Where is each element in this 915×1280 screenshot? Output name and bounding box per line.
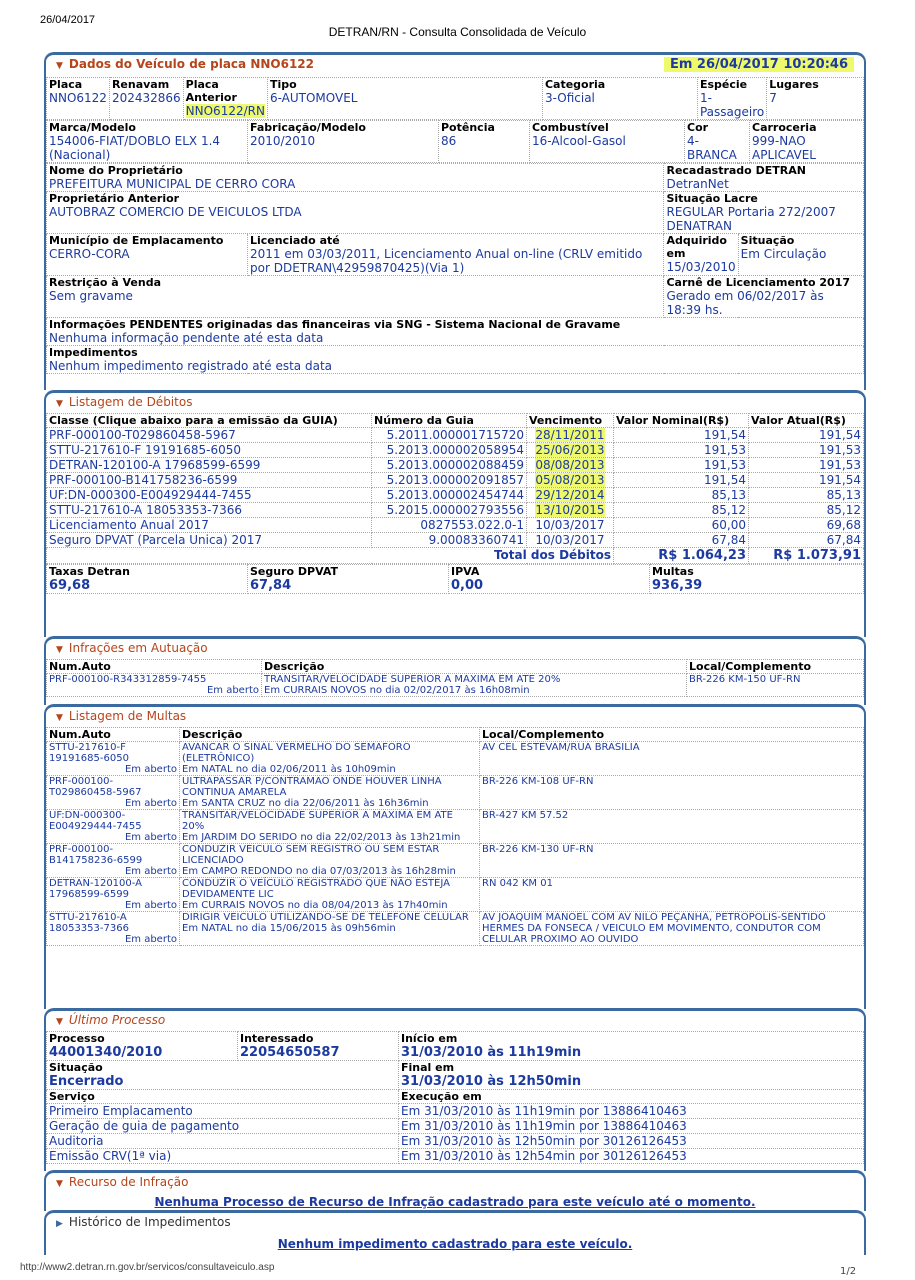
licenciado-value: 2011 em 03/03/2011, Licenciamento Anual on-line (CRLV emitido por DDETRAN\42959870425)(Via 1) bbox=[250, 247, 643, 275]
debito-classe-link[interactable]: DETRAN-120100-A 17968599-6599 bbox=[47, 458, 372, 473]
multa-when: Em CURRAIS NOVOS no dia 08/04/2013 às 17h40min bbox=[182, 900, 448, 911]
autuacao-panel bbox=[44, 636, 866, 705]
final-value: 31/03/2010 às 12h50min bbox=[401, 1074, 582, 1089]
pendentes-label: Informações PENDENTES originadas das financeiras via SNG - Sistema Nacional de Gravame bbox=[49, 318, 621, 331]
auto-number: PRF-000100-R343312859-7455 bbox=[49, 674, 207, 685]
debito-nominal: 85,13 bbox=[614, 488, 749, 503]
proprietario-label: Nome do Proprietário bbox=[49, 164, 183, 177]
collapse-triangle-icon: ▼ bbox=[56, 399, 63, 409]
situacao-value: Encerrado bbox=[49, 1074, 124, 1089]
servico-label: Serviço bbox=[47, 1090, 399, 1104]
municipio-value: CERRO-CORA bbox=[49, 247, 130, 261]
multa-description: ULTRAPASSAR P/CONTRAMAO ONDE HOUVER LINHA CONTINUA AMARELA bbox=[182, 776, 442, 798]
processo-label: Processo bbox=[49, 1032, 105, 1045]
debito-row[interactable] bbox=[47, 443, 864, 458]
debito-vencimento: 05/08/2013 bbox=[535, 473, 605, 487]
multa-when: Em NATAL no dia 02/06/2011 às 10h09min bbox=[182, 764, 396, 775]
multa-status: Em aberto bbox=[124, 900, 177, 911]
processo-panel bbox=[44, 1008, 866, 1171]
debito-atual: 85,13 bbox=[749, 488, 864, 503]
expand-triangle-icon: ▶ bbox=[56, 1219, 63, 1229]
impedimentos-label: Impedimentos bbox=[49, 346, 138, 359]
debito-guia: 5.2013.000002088459 bbox=[372, 458, 527, 473]
vehicle-section-header[interactable] bbox=[46, 55, 864, 75]
multa-row bbox=[47, 776, 864, 810]
placa-value: NNO6122 bbox=[49, 91, 107, 105]
situacao-value: Em Circulação bbox=[740, 247, 827, 261]
historico-section-title: Histórico de Impedimentos bbox=[68, 1215, 231, 1229]
servico-row bbox=[47, 1149, 864, 1164]
debito-vencimento: 29/12/2014 bbox=[535, 488, 605, 502]
multa-status: Em aberto bbox=[124, 866, 177, 877]
col-descricao: Descrição bbox=[262, 660, 687, 674]
debito-atual: 67,84 bbox=[749, 533, 864, 548]
print-page-number: 1/2 bbox=[840, 1266, 857, 1277]
municipio-label: Município de Emplacamento bbox=[49, 234, 224, 247]
debito-atual: 191,54 bbox=[749, 428, 864, 443]
debito-nominal: 67,84 bbox=[614, 533, 749, 548]
placa-anterior-value: NNO6122/RN bbox=[185, 104, 265, 118]
multa-row bbox=[47, 844, 864, 878]
multa-row bbox=[47, 742, 864, 776]
categoria-value: 3-Oficial bbox=[544, 91, 595, 105]
debito-classe-link[interactable]: Seguro DPVAT (Parcela Unica) 2017 bbox=[47, 533, 372, 548]
adquirido-label: Adquirido em bbox=[666, 234, 727, 260]
historico-message: Nenhum impedimento cadastrado para este veículo. bbox=[277, 1237, 633, 1251]
multa-auto: DETRAN-120100-A 17968599-6599 bbox=[49, 878, 143, 900]
debito-guia: 5.2013.000002454744 bbox=[372, 488, 527, 503]
placa-label: Placa bbox=[49, 78, 83, 91]
combustivel-value: 16-Alcool-Gasol bbox=[532, 134, 626, 148]
debito-atual: 191,54 bbox=[749, 473, 864, 488]
servico-execucao: Em 31/03/2010 às 11h19min por 13886410463 bbox=[399, 1104, 864, 1119]
carroceria-label: Carroceria bbox=[752, 121, 817, 134]
proprietario-value: PREFEITURA MUNICIPAL DE CERRO CORA bbox=[49, 177, 296, 191]
combustivel-label: Combustível bbox=[532, 121, 609, 134]
dpvat-value: 67,84 bbox=[250, 578, 292, 593]
fabricacao-label: Fabricação/Modelo bbox=[250, 121, 366, 134]
debito-vencimento: 25/06/2013 bbox=[535, 443, 605, 457]
carne-value: Gerado em 06/02/2017 às 18:39 hs. bbox=[666, 289, 824, 317]
recurso-message: Nenhuma Processo de Recurso de Infração cadastrado para este veículo até o momento. bbox=[154, 1195, 756, 1209]
total-atual: R$ 1.073,91 bbox=[749, 548, 864, 564]
servico-name: Primeiro Emplacamento bbox=[47, 1104, 399, 1119]
renavam-value: 202432866 bbox=[111, 91, 181, 105]
query-timestamp: Em 26/04/2017 10:20:46 bbox=[664, 57, 854, 72]
interessado-label: Interessado bbox=[240, 1032, 314, 1045]
multa-auto: STTU-217610-A 18053353-7366 bbox=[49, 912, 129, 934]
impedimentos-value: Nenhum impedimento registrado até esta data bbox=[49, 359, 333, 373]
debito-atual: 191,53 bbox=[749, 443, 864, 458]
vehicle-panel bbox=[44, 52, 866, 390]
placa-anterior-label: Placa Anterior bbox=[185, 78, 237, 104]
recurso-panel bbox=[44, 1170, 866, 1211]
proprietario-anterior-value: AUTOBRAZ COMERCIO DE VEICULOS LTDA bbox=[49, 205, 302, 219]
restricao-label: Restrição à Venda bbox=[49, 276, 162, 289]
debito-nominal: 191,54 bbox=[614, 473, 749, 488]
interessado-value: 22054650587 bbox=[240, 1045, 340, 1060]
autuacao-section-header[interactable] bbox=[46, 639, 864, 659]
servico-execucao: Em 31/03/2010 às 12h54min por 30126126453 bbox=[399, 1149, 864, 1164]
lugares-label: Lugares bbox=[769, 78, 819, 91]
autuacao-section-title: Infrações em Autuação bbox=[68, 641, 208, 655]
debito-atual: 191,53 bbox=[749, 458, 864, 473]
debito-vencimento: 08/08/2013 bbox=[535, 458, 605, 472]
debito-row[interactable] bbox=[47, 428, 864, 443]
multa-auto: PRF-000100-T029860458-5967 bbox=[49, 776, 142, 798]
licenciado-label: Licenciado até bbox=[250, 234, 340, 247]
debito-row[interactable] bbox=[47, 503, 864, 518]
col-vencimento: Vencimento bbox=[527, 414, 614, 428]
debito-classe-link[interactable]: PRF-000100-B141758236-6599 bbox=[47, 473, 372, 488]
debito-atual: 85,12 bbox=[749, 503, 864, 518]
debito-guia: 5.2013.000002091857 bbox=[372, 473, 527, 488]
print-title: DETRAN/RN - Consulta Consolidada de Veículo bbox=[328, 25, 587, 39]
marca-modelo-value: 154006-FIAT/DOBLO ELX 1.4 (Nacional) bbox=[49, 134, 221, 162]
multas-section-title: Listagem de Multas bbox=[68, 709, 187, 723]
multa-local: AV JOAQUIM MANOEL COM AV NILO PEÇANHA, PETROPOLIS-SENTIDO HERMES DA FONSECA / VEICULO EM MOVIMENTO, CONDUTOR COM CELULAR PROXIMO AO OUVIDO bbox=[480, 912, 864, 946]
lugares-value: 7 bbox=[769, 91, 777, 105]
debito-classe-link[interactable]: PRF-000100-T029860458-5967 bbox=[47, 428, 372, 443]
multa-status: Em aberto bbox=[124, 832, 177, 843]
tipo-label: Tipo bbox=[269, 78, 297, 91]
multa-row bbox=[47, 878, 864, 912]
multa-status: Em aberto bbox=[124, 934, 177, 945]
collapse-triangle-icon: ▼ bbox=[56, 1179, 63, 1189]
carne-label: Carnê de Licenciamento 2017 bbox=[666, 276, 851, 289]
multa-local: BR-226 KM-108 UF-RN bbox=[480, 776, 864, 810]
servico-row bbox=[47, 1119, 864, 1134]
ipva-label: IPVA bbox=[451, 565, 480, 578]
debito-row[interactable] bbox=[47, 488, 864, 503]
servico-row bbox=[47, 1104, 864, 1119]
debito-row[interactable] bbox=[47, 533, 864, 548]
potencia-label: Potência bbox=[441, 121, 495, 134]
debito-row[interactable] bbox=[47, 518, 864, 533]
debito-guia: 5.2015.000002793556 bbox=[372, 503, 527, 518]
cor-value: 4-BRANCA bbox=[687, 134, 737, 162]
adquirido-value: 15/03/2010 bbox=[666, 260, 736, 274]
potencia-value: 86 bbox=[441, 134, 457, 148]
multa-local: BR-226 KM-130 UF-RN bbox=[480, 844, 864, 878]
debitos-section-title: Listagem de Débitos bbox=[68, 395, 193, 409]
auto-status: Em aberto bbox=[206, 685, 259, 696]
multa-auto: PRF-000100-B141758236-6599 bbox=[49, 844, 143, 866]
multa-description: CONDUZIR O VEÍCULO REGISTRADO QUE NÃO ESTEJA DEVIDAMENTE LIC bbox=[182, 878, 450, 900]
debito-nominal: 191,54 bbox=[614, 428, 749, 443]
multa-local: RN 042 KM 01 bbox=[480, 878, 864, 912]
servico-row bbox=[47, 1134, 864, 1149]
multas-label: Multas bbox=[652, 565, 694, 578]
col-local: Local/Complemento bbox=[480, 728, 864, 742]
debito-vencimento: 28/11/2011 bbox=[535, 428, 605, 442]
recadastrado-value: DetranNet bbox=[666, 177, 729, 191]
multa-status: Em aberto bbox=[124, 798, 177, 809]
collapse-triangle-icon: ▼ bbox=[56, 1017, 63, 1027]
fabricacao-value: 2010/2010 bbox=[250, 134, 316, 148]
debito-classe-link[interactable]: UF:DN-000300-E004929444-7455 bbox=[47, 488, 372, 503]
debito-nominal: 85,12 bbox=[614, 503, 749, 518]
situacao-lacre-label: Situação Lacre bbox=[666, 192, 758, 205]
proprietario-anterior-label: Proprietário Anterior bbox=[49, 192, 180, 205]
col-valor-atual: Valor Atual(R$) bbox=[749, 414, 864, 428]
col-num-auto: Num.Auto bbox=[47, 660, 262, 674]
renavam-label: Renavam bbox=[111, 78, 170, 91]
processo-value: 44001340/2010 bbox=[49, 1045, 163, 1060]
col-guia: Número da Guia bbox=[372, 414, 527, 428]
multa-local: AV CEL ESTEVAM/RUA BRASILIA bbox=[480, 742, 864, 776]
multa-when: Em CAMPO REDONDO no dia 07/03/2013 às 16h28min bbox=[182, 866, 456, 877]
total-label: Total dos Débitos bbox=[47, 548, 614, 564]
debitos-panel bbox=[44, 390, 866, 637]
auto-local: BR-226 KM-150 UF-RN bbox=[687, 674, 864, 697]
situacao-lacre-value: REGULAR Portaria 272/2007 DENATRAN bbox=[666, 205, 836, 233]
multa-local: BR-427 KM 57.52 bbox=[480, 810, 864, 844]
debitos-section-header[interactable] bbox=[46, 393, 864, 413]
pendentes-value: Nenhuma informação pendente até esta data bbox=[49, 331, 324, 345]
autuacao-row bbox=[47, 674, 864, 697]
servico-execucao: Em 31/03/2010 às 12h50min por 30126126453 bbox=[399, 1134, 864, 1149]
especie-label: Espécie bbox=[699, 78, 748, 91]
collapse-triangle-icon: ▼ bbox=[56, 713, 63, 723]
debito-nominal: 191,53 bbox=[614, 443, 749, 458]
debito-row[interactable] bbox=[47, 458, 864, 473]
historico-section-header[interactable] bbox=[46, 1213, 864, 1233]
servico-name: Emissão CRV(1ª via) bbox=[47, 1149, 399, 1164]
multa-description: CONDUZIR VEICULO SEM REGISTRO OU SEM ESTAR LICENCIADO bbox=[182, 844, 440, 866]
multa-when: Em NATAL no dia 15/06/2015 às 09h56min bbox=[182, 923, 396, 934]
debito-guia: 9.00083360741 bbox=[372, 533, 527, 548]
multa-when: Em JARDIM DO SERIDO no dia 22/02/2013 às 13h21min bbox=[182, 832, 461, 843]
multa-when: Em SANTA CRUZ no dia 22/06/2011 às 16h36min bbox=[182, 798, 429, 809]
multas-section-header[interactable] bbox=[46, 707, 864, 727]
carroceria-value: 999-NAO APLICAVEL bbox=[752, 134, 816, 162]
multa-description: DIRIGIR VEICULO UTILIZANDO-SE DE TELEFONE CELULAR bbox=[182, 912, 469, 923]
taxas-label: Taxas Detran bbox=[49, 565, 130, 578]
multa-auto: STTU-217610-F 19191685-6050 bbox=[49, 742, 129, 764]
inicio-label: Início em bbox=[401, 1032, 458, 1045]
dpvat-label: Seguro DPVAT bbox=[250, 565, 339, 578]
situacao-label: Situação bbox=[740, 234, 795, 247]
situacao-label: Situação bbox=[49, 1061, 103, 1074]
recurso-section-header[interactable] bbox=[46, 1173, 864, 1193]
col-valor-nominal: Valor Nominal(R$) bbox=[614, 414, 749, 428]
inicio-value: 31/03/2010 às 11h19min bbox=[401, 1045, 582, 1060]
debito-guia: 5.2013.000002058954 bbox=[372, 443, 527, 458]
col-num-auto: Num.Auto bbox=[47, 728, 180, 742]
processo-section-title: Último Processo bbox=[68, 1013, 166, 1027]
debito-classe-link[interactable]: Licenciamento Anual 2017 bbox=[47, 518, 372, 533]
debito-classe-link[interactable]: STTU-217610-F 19191685-6050 bbox=[47, 443, 372, 458]
col-descricao: Descrição bbox=[180, 728, 480, 742]
debito-row[interactable] bbox=[47, 473, 864, 488]
col-classe: Classe (Clique abaixo para a emissão da GUIA) bbox=[47, 414, 372, 428]
debito-guia: 0827553.022.0-1 bbox=[372, 518, 527, 533]
debito-classe-link[interactable]: STTU-217610-A 18053353-7366 bbox=[47, 503, 372, 518]
multas-value: 936,39 bbox=[652, 578, 703, 593]
debito-vencimento: 10/03/2017 bbox=[527, 518, 614, 533]
debito-nominal: 60,00 bbox=[614, 518, 749, 533]
collapse-triangle-icon: ▼ bbox=[56, 61, 63, 71]
taxas-value: 69,68 bbox=[49, 578, 91, 593]
especie-value: 1-Passageiro bbox=[699, 91, 765, 119]
auto-description: TRANSITAR/VELOCIDADE SUPERIOR A MAXIMA EM ATE 20% bbox=[264, 674, 561, 685]
restricao-value: Sem gravame bbox=[49, 289, 133, 303]
multa-row bbox=[47, 912, 864, 946]
multas-panel bbox=[44, 704, 866, 1009]
multa-description: TRANSITAR/VELOCIDADE SUPERIOR A MAXIMA EM ATE 20% bbox=[182, 810, 453, 832]
cor-label: Cor bbox=[687, 121, 709, 134]
marca-modelo-label: Marca/Modelo bbox=[49, 121, 136, 134]
historico-panel bbox=[44, 1210, 866, 1255]
multa-row bbox=[47, 810, 864, 844]
debito-vencimento: 13/10/2015 bbox=[535, 503, 605, 517]
servico-name: Geração de guia de pagamento bbox=[47, 1119, 399, 1134]
servico-name: Auditoria bbox=[47, 1134, 399, 1149]
multa-description: AVANCAR O SINAL VERMELHO DO SEMAFORO (ELETRÔNICO) bbox=[182, 742, 411, 764]
print-date: 26/04/2017 bbox=[40, 14, 96, 26]
print-url: http://www2.detran.rn.gov.br/servicos/consultaveiculo.asp bbox=[20, 1262, 275, 1273]
debito-guia: 5.2011.000001715720 bbox=[372, 428, 527, 443]
multa-auto: UF:DN-000300-E004929444-7455 bbox=[49, 810, 142, 832]
tipo-value: 6-AUTOMOVEL bbox=[269, 91, 358, 105]
final-label: Final em bbox=[401, 1061, 455, 1074]
processo-section-header[interactable] bbox=[46, 1011, 864, 1031]
ipva-value: 0,00 bbox=[451, 578, 484, 593]
debito-atual: 69,68 bbox=[749, 518, 864, 533]
vehicle-section-title: Dados do Veículo de placa NNO6122 bbox=[68, 57, 315, 71]
execucao-label: Execução em bbox=[399, 1090, 864, 1104]
collapse-triangle-icon: ▼ bbox=[56, 645, 63, 655]
multa-status: Em aberto bbox=[124, 764, 177, 775]
auto-when: Em CURRAIS NOVOS no dia 02/02/2017 às 16h08min bbox=[264, 685, 530, 696]
col-local: Local/Complemento bbox=[687, 660, 864, 674]
total-nominal: R$ 1.064,23 bbox=[614, 548, 749, 564]
debito-vencimento: 10/03/2017 bbox=[527, 533, 614, 548]
servico-execucao: Em 31/03/2010 às 11h19min por 13886410463 bbox=[399, 1119, 864, 1134]
recadastrado-label: Recadastrado DETRAN bbox=[666, 164, 806, 177]
categoria-label: Categoria bbox=[544, 78, 606, 91]
debito-nominal: 191,53 bbox=[614, 458, 749, 473]
recurso-section-title: Recurso de Infração bbox=[68, 1175, 189, 1189]
